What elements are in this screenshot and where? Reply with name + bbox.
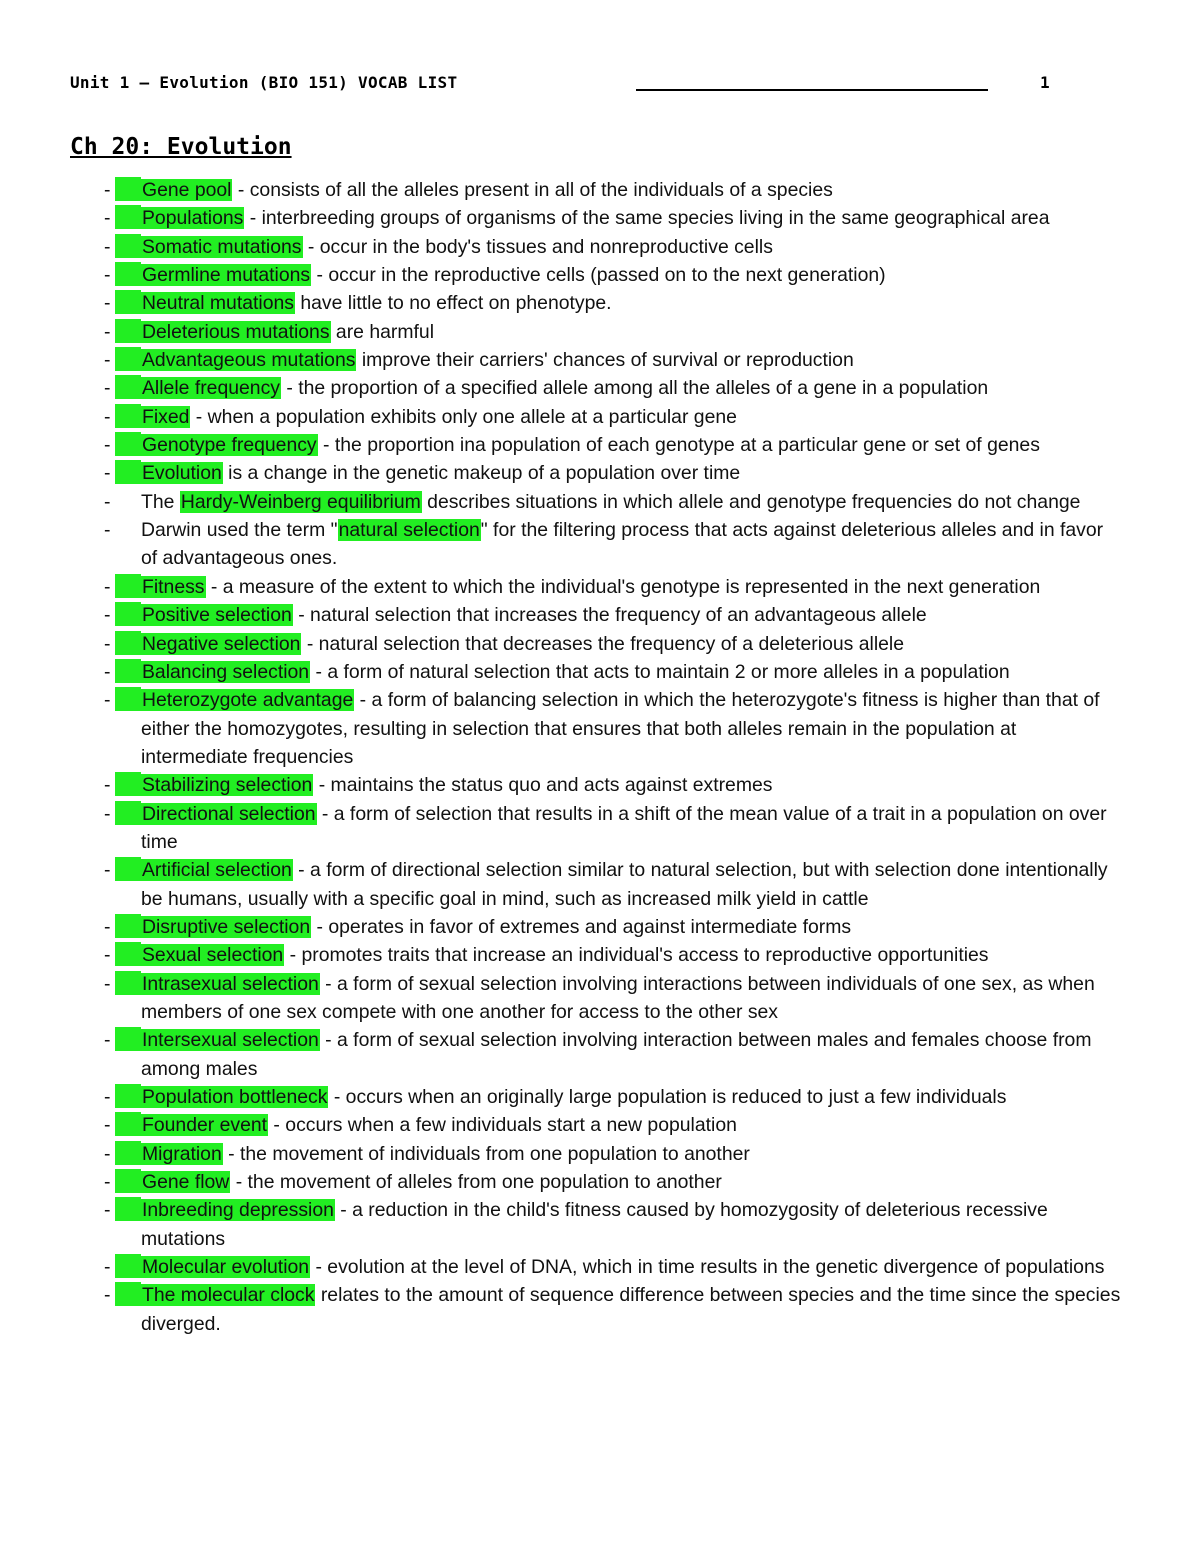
vocab-item bbox=[104, 630, 1124, 658]
vocab-term: Inbreeding depression bbox=[142, 1199, 334, 1222]
highlight-lead bbox=[115, 1197, 141, 1221]
bullet-dash: - bbox=[104, 774, 111, 797]
vocab-term: Balancing selection bbox=[142, 660, 310, 683]
bullet-dash: - bbox=[104, 179, 111, 201]
chapter-heading: Ch 20: Evolution bbox=[70, 134, 292, 160]
definition-text: - maintains the status quo and acts against extremes bbox=[313, 774, 773, 797]
definition-text: have little to no effect on phenotype. bbox=[294, 292, 612, 315]
vocab-term: Migration bbox=[142, 1142, 222, 1165]
vocab-term: Sexual selection bbox=[142, 944, 284, 967]
vocab-item bbox=[104, 1026, 1124, 1083]
bullet-dash: - bbox=[104, 1171, 111, 1194]
vocab-item bbox=[104, 1140, 1124, 1168]
vocab-item bbox=[104, 1083, 1124, 1111]
highlight-lead bbox=[115, 460, 141, 484]
vocab-term: Population bottleneck bbox=[142, 1086, 328, 1108]
highlight-lead bbox=[115, 1141, 141, 1165]
vocab-term: Populations bbox=[142, 207, 244, 230]
definition-text: - a form of balancing selection in which the heterozygote's fitness is higher than that of either the homozygotes, resulting in selection that ensures that both alleles remain in the population at intermediate frequencies bbox=[141, 689, 1100, 768]
vocab-item bbox=[104, 573, 1124, 601]
vocab-term: Neutral mutations bbox=[142, 292, 294, 315]
bullet-dash: - bbox=[104, 1199, 111, 1222]
highlight-lead bbox=[115, 631, 141, 655]
highlight-lead bbox=[115, 319, 141, 343]
bullet-dash: - bbox=[104, 972, 111, 995]
vocab-item bbox=[104, 431, 1124, 459]
vocab-term: Artificial selection bbox=[142, 859, 292, 882]
definition-text: - when a population exhibits only one allele at a particular gene bbox=[190, 405, 737, 428]
highlight-lead bbox=[115, 347, 141, 371]
bullet-dash: - bbox=[104, 320, 111, 343]
bullet-dash: - bbox=[104, 859, 111, 882]
bullet-dash: - bbox=[104, 1029, 111, 1052]
highlight-lead bbox=[115, 432, 141, 456]
definition-text: - a form of directional selection similar to natural selection, but with selection done intentionally be humans, usually with a specific goal in mind, such as increased milk yield in cattle bbox=[141, 859, 1108, 910]
definition-text: - occurs when a few individuals start a new population bbox=[268, 1114, 737, 1137]
vocab-item bbox=[104, 488, 1124, 516]
vocab-term: Negative selection bbox=[142, 632, 301, 655]
highlight-lead bbox=[115, 1084, 141, 1108]
definition-text: - operates in favor of extremes and against intermediate forms bbox=[311, 915, 852, 938]
highlight-lead bbox=[115, 942, 141, 966]
definition-text: - a reduction in the child's fitness caused by homozygosity of deleterious recessive mutations bbox=[141, 1199, 1048, 1250]
vocab-item bbox=[104, 346, 1124, 374]
vocab-term: Disruptive selection bbox=[142, 915, 311, 938]
bullet-dash: - bbox=[104, 802, 111, 825]
vocab-item bbox=[104, 289, 1124, 317]
vocab-item bbox=[104, 658, 1124, 686]
page-header bbox=[70, 73, 1060, 97]
bullet-dash: - bbox=[104, 405, 111, 428]
name-blank-line bbox=[636, 89, 988, 91]
highlight-lead bbox=[115, 687, 141, 711]
bullet-dash: - bbox=[104, 1114, 111, 1137]
bullet-dash: - bbox=[104, 1142, 111, 1165]
definition-text: relates to the amount of sequence difference between species and the time since the species diverged. bbox=[141, 1284, 1121, 1335]
highlight-lead bbox=[115, 404, 141, 428]
vocab-term: Molecular evolution bbox=[142, 1256, 310, 1279]
definition-prefix: Darwin used the term " bbox=[141, 519, 338, 542]
highlight-lead bbox=[115, 205, 141, 229]
vocab-term: Somatic mutations bbox=[142, 235, 302, 258]
highlight-lead bbox=[115, 1169, 141, 1193]
vocab-term: Positive selection bbox=[142, 604, 292, 627]
vocab-item bbox=[104, 233, 1124, 261]
definition-text: - evolution at the level of DNA, which in time results in the genetic divergence of populations bbox=[310, 1256, 1105, 1279]
header-title: Unit 1 — Evolution (BIO 151) VOCAB LIST bbox=[70, 73, 458, 92]
vocab-term: Founder event bbox=[142, 1114, 268, 1137]
bullet-dash: - bbox=[104, 660, 111, 683]
definition-text: " for the filtering process that acts against deleterious alleles and in favor of advantageous ones. bbox=[141, 519, 1104, 570]
vocab-term: Hardy-Weinberg equilibrium bbox=[180, 490, 421, 513]
highlight-lead bbox=[115, 772, 141, 796]
highlight-lead bbox=[115, 801, 141, 825]
highlight-lead bbox=[115, 1112, 141, 1136]
definition-text: - the proportion ina population of each genotype at a particular gene or set of genes bbox=[317, 434, 1040, 457]
highlight-lead bbox=[115, 602, 141, 626]
bullet-dash: - bbox=[104, 632, 111, 655]
highlight-lead bbox=[115, 914, 141, 938]
bullet-dash: - bbox=[104, 377, 111, 400]
definition-text: - interbreeding groups of organisms of the same species living in the same geographical area bbox=[244, 207, 1050, 230]
bullet-dash: - bbox=[104, 462, 111, 485]
highlight-lead bbox=[115, 1254, 141, 1278]
highlight-lead bbox=[115, 1027, 141, 1051]
definition-text: - occur in the body's tissues and nonreproductive cells bbox=[302, 235, 773, 258]
vocab-item bbox=[104, 403, 1124, 431]
vocab-term: Heterozygote advantage bbox=[142, 689, 354, 712]
vocab-item bbox=[104, 1281, 1124, 1338]
highlight-lead bbox=[115, 262, 141, 286]
vocab-item bbox=[104, 318, 1124, 346]
vocab-item bbox=[104, 176, 1124, 204]
definition-text: - occurs when an originally large population is reduced to just a few individuals bbox=[328, 1086, 1007, 1108]
vocab-item bbox=[104, 970, 1124, 1027]
highlight-lead bbox=[115, 659, 141, 683]
bullet-dash: - bbox=[104, 1284, 111, 1307]
highlight-lead bbox=[115, 1282, 141, 1306]
highlight-lead bbox=[115, 290, 141, 314]
definition-text: is a change in the genetic makeup of a population over time bbox=[222, 462, 741, 485]
vocab-item bbox=[104, 1111, 1124, 1139]
definition-text: - a form of selection that results in a shift of the mean value of a trait in a population on over time bbox=[141, 802, 1107, 853]
definition-prefix: The bbox=[141, 490, 180, 513]
vocab-item bbox=[104, 1253, 1124, 1281]
vocab-item bbox=[104, 1196, 1124, 1253]
definition-text: are harmful bbox=[330, 320, 435, 343]
definition-text: - promotes traits that increase an individual's access to reproductive opportunities bbox=[284, 944, 989, 967]
vocab-list bbox=[104, 176, 1124, 1338]
vocab-item bbox=[104, 800, 1124, 857]
vocab-item bbox=[104, 1168, 1124, 1196]
vocab-item bbox=[104, 601, 1124, 629]
vocab-term: Gene flow bbox=[142, 1171, 230, 1194]
bullet-dash: - bbox=[104, 689, 111, 712]
bullet-dash: - bbox=[104, 915, 111, 938]
bullet-dash: - bbox=[104, 1086, 111, 1108]
vocab-item bbox=[104, 913, 1124, 941]
vocab-term: Stabilizing selection bbox=[142, 774, 313, 797]
vocab-term: Deleterious mutations bbox=[142, 320, 330, 343]
bullet-dash: - bbox=[104, 1256, 111, 1279]
vocab-term: Intersexual selection bbox=[142, 1029, 319, 1052]
vocab-item bbox=[104, 204, 1124, 232]
highlight-lead bbox=[115, 177, 141, 201]
definition-text: - natural selection that decreases the frequency of a deleterious allele bbox=[301, 632, 905, 655]
vocab-item bbox=[104, 856, 1124, 913]
bullet-dash: - bbox=[104, 292, 111, 315]
bullet-dash: - bbox=[104, 207, 111, 230]
vocab-term: Germline mutations bbox=[142, 264, 311, 287]
vocab-term: Fitness bbox=[142, 575, 205, 598]
definition-text: - natural selection that increases the frequency of an advantageous allele bbox=[292, 604, 927, 627]
vocab-item bbox=[104, 771, 1124, 799]
bullet-dash: - bbox=[104, 490, 111, 513]
highlight-lead bbox=[115, 375, 141, 399]
highlight-lead bbox=[115, 857, 141, 881]
vocab-term: Allele frequency bbox=[142, 377, 280, 400]
vocab-term: Genotype frequency bbox=[142, 434, 317, 457]
vocab-item bbox=[104, 459, 1124, 487]
highlight-lead bbox=[115, 574, 141, 598]
definition-text: - consists of all the alleles present in all of the individuals of a species bbox=[232, 179, 833, 201]
definition-text: - occur in the reproductive cells (passed on to the next generation) bbox=[311, 264, 886, 287]
vocab-item bbox=[104, 374, 1124, 402]
definition-text: - the proportion of a specified allele among all the alleles of a gene in a population bbox=[280, 377, 989, 400]
definition-text: improve their carriers' chances of survival or reproduction bbox=[356, 349, 854, 372]
page-number: 1 bbox=[1040, 73, 1050, 92]
vocab-item bbox=[104, 516, 1124, 573]
bullet-dash: - bbox=[104, 235, 111, 258]
vocab-term: Advantageous mutations bbox=[142, 349, 356, 372]
bullet-dash: - bbox=[104, 604, 111, 627]
definition-text: describes situations in which allele and genotype frequencies do not change bbox=[421, 490, 1081, 513]
vocab-term: Intrasexual selection bbox=[142, 972, 319, 995]
vocab-term: Gene pool bbox=[142, 179, 232, 201]
definition-text: - the movement of alleles from one population to another bbox=[230, 1171, 722, 1194]
bullet-dash: - bbox=[104, 944, 111, 967]
bullet-dash: - bbox=[104, 264, 111, 287]
definition-text: - a measure of the extent to which the individual's genotype is represented in the next generation bbox=[205, 575, 1041, 598]
vocab-item bbox=[104, 261, 1124, 289]
highlight-lead bbox=[115, 234, 141, 258]
highlight-lead bbox=[115, 971, 141, 995]
vocab-term: Fixed bbox=[142, 405, 190, 428]
definition-text: - a form of natural selection that acts to maintain 2 or more alleles in a population bbox=[310, 660, 1010, 683]
vocab-term: Evolution bbox=[142, 462, 222, 485]
bullet-dash: - bbox=[104, 519, 111, 542]
vocab-item bbox=[104, 686, 1124, 771]
bullet-dash: - bbox=[104, 349, 111, 372]
vocab-term: natural selection bbox=[338, 519, 480, 542]
vocab-term: Directional selection bbox=[142, 802, 316, 825]
bullet-dash: - bbox=[104, 575, 111, 598]
definition-text: - the movement of individuals from one population to another bbox=[222, 1142, 750, 1165]
definition-text: - a form of sexual selection involving interaction between males and females choose from among males bbox=[141, 1029, 1092, 1080]
bullet-dash: - bbox=[104, 434, 111, 457]
definition-text: - a form of sexual selection involving interactions between individuals of one sex, as when members of one sex compete with one another for access to the other sex bbox=[141, 972, 1095, 1023]
vocab-item bbox=[104, 941, 1124, 969]
vocab-term: The molecular clock bbox=[142, 1284, 315, 1307]
